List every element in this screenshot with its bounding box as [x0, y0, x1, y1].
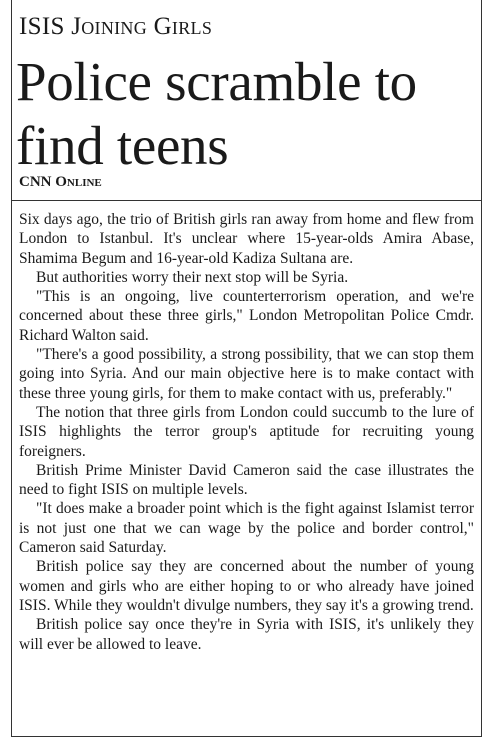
bottom-border-rule [11, 736, 482, 737]
paragraph-8: British police say they are concerned about the number of young women and girls who are either hoping to or who already have joined ISIS. While they wouldn't divulge numbers, they say it's a growing trend. [19, 558, 474, 614]
paragraph-6: British Prime Minister David Cameron said the case illustrates the need to fight ISIS on multiple levels. [19, 461, 474, 499]
paragraph-4: "There's a good possibility, a strong possibility, that we can stop them going into Syria. And our main objective here is to make contact with these three young girls, for them to make contact with us, preferably." [19, 346, 474, 402]
paragraph-1: Six days ago, the trio of British girls ran away from home and flew from London to Istanbul. It's unclear where 15-year-olds Amira Abase, Shamima Begum and 16-year-old Kadiza Sultana are. [19, 211, 474, 267]
article-body [19, 210, 474, 654]
right-border-rule [481, 0, 482, 737]
left-border-rule [11, 0, 12, 737]
paragraph-3: "This is an ongoing, live counterterrorism operation, and we're concerned about these three girls," London Metropolitan Police Cmdr. Richard Walton said. [19, 288, 474, 344]
paragraph-7: "It does make a broader point which is the fight against Islamist terror is not just one that we can wage by the police and border control," Cameron said Saturday. [19, 500, 474, 557]
paragraph-9: British police say once they're in Syria with ISIS, it's unlikely they will ever be allowed to leave. [19, 616, 474, 653]
byline-source: CNN Online [19, 174, 102, 190]
headline: Police scramble to find teens [16, 51, 417, 176]
paragraph-2: But authorities worry their next stop will be Syria. [36, 268, 349, 286]
paragraph-5: The notion that three girls from London could succumb to the lure of ISIS highlights the terror group's aptitude for recruiting young foreigners. [19, 403, 474, 460]
section-kicker: ISIS Joining Girls [19, 13, 213, 40]
byline-divider [11, 200, 482, 201]
